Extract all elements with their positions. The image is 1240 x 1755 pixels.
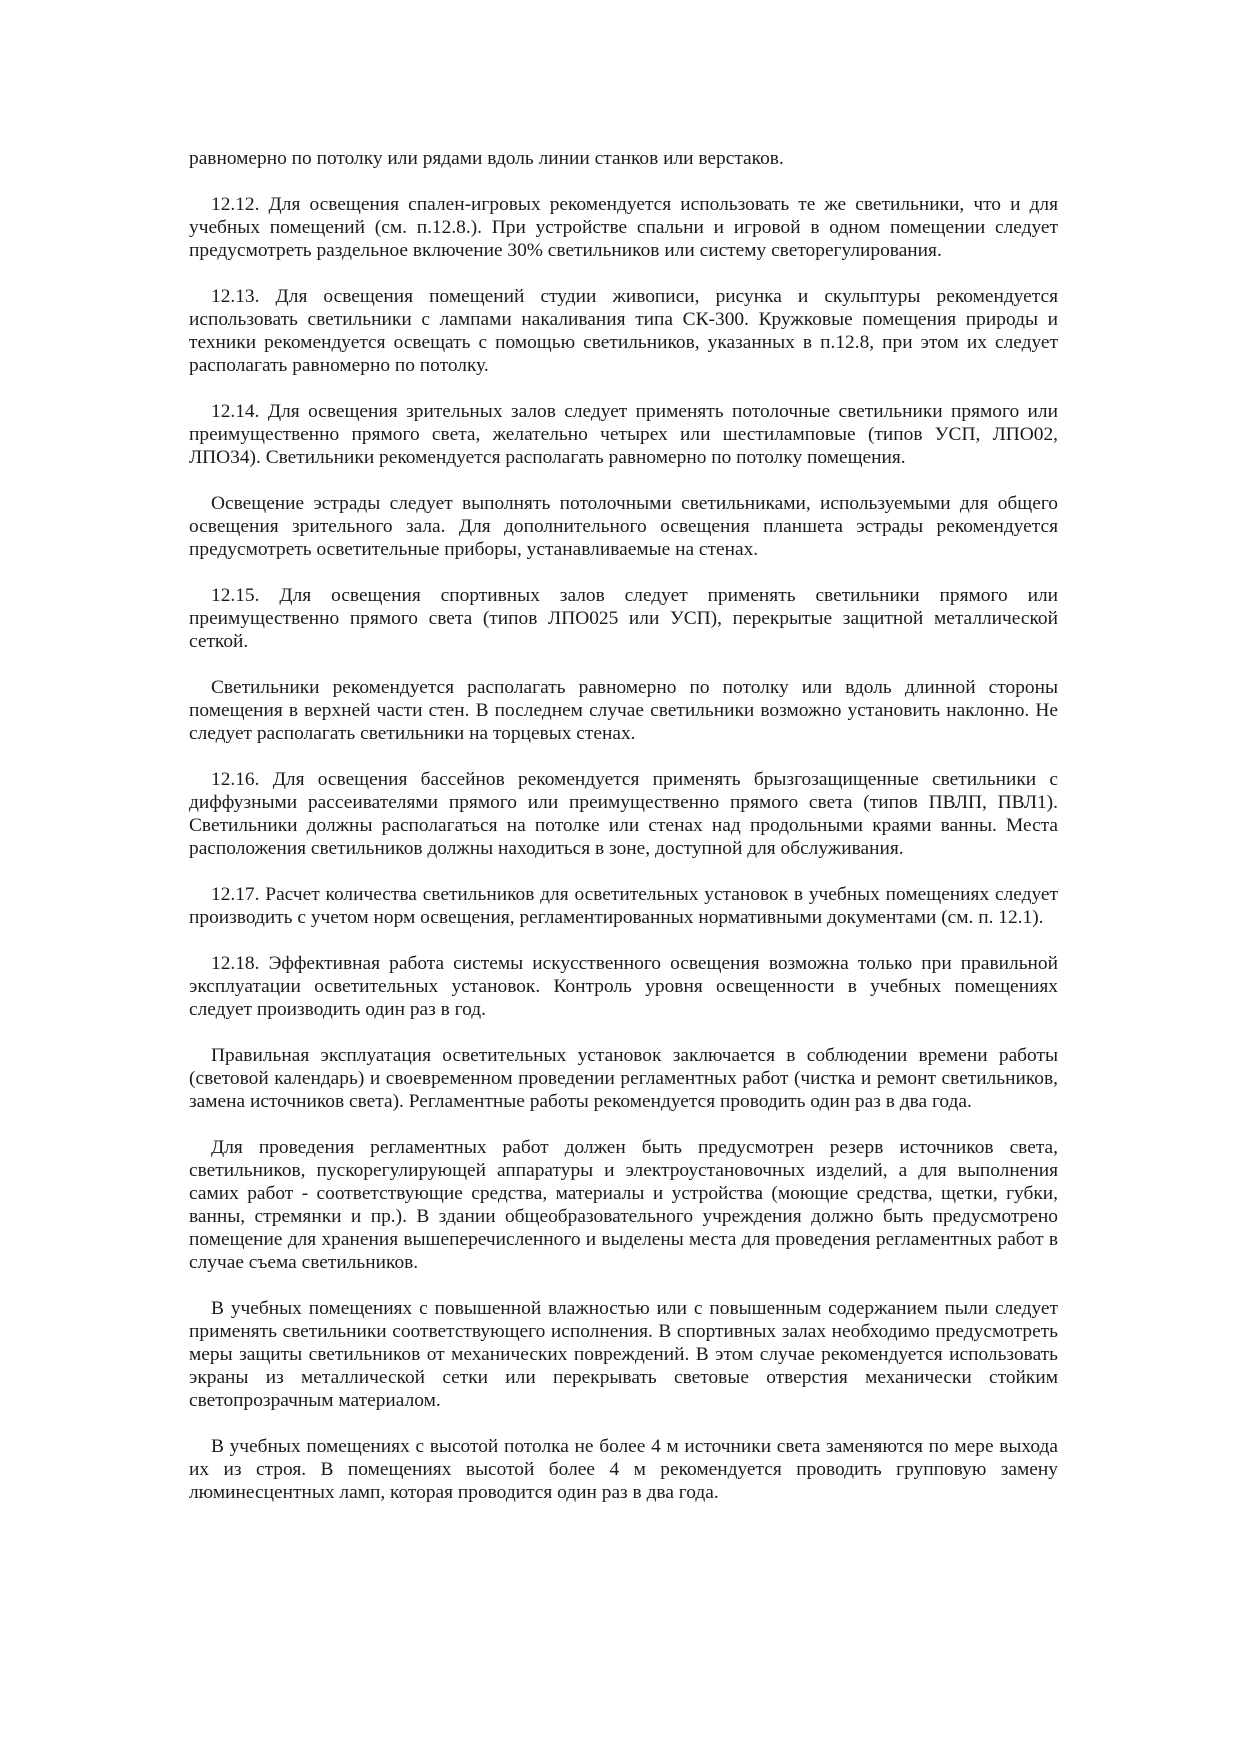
paragraph-12-16: 12.16. Для освещения бассейнов рекомендуется применять брызгозащищенные светильники с диффузными рассеивателями прямого или преимущественно прямого света (типов ПВЛП, ПВЛ1). Светильники должны располагаться на потолке или стенах над продольными краями ванны. Места расположения светильников должны находиться в зоне, доступной для обслуживания.: [189, 769, 1058, 859]
paragraph-12-13: 12.13. Для освещения помещений студии живописи, рисунка и скульптуры рекомендуется использовать светильники с лампами накаливания типа СК-300. Кружковые помещения природы и техники рекомендуется освещать с помощью светильников, указанных в п.12.8, при этом их следует располагать равномерно по потолку.: [189, 286, 1058, 376]
paragraph-maintenance: Правильная эксплуатация осветительных установок заключается в соблюдении времени работы (световой календарь) и своевременном проведении регламентных работ (чистка и ремонт светильников, замена источников света). Регламентные работы рекомендуется проводить один раз в два года.: [189, 1045, 1058, 1112]
paragraph-maintenance-reserve: Для проведения регламентных работ должен быть предусмотрен резерв источников света, светильников, пускорегулирующей аппаратуры и электроустановочных изделий, а для выполнения самих работ - соответствующие средства, материалы и устройства (моющие средства, щетки, губки, ванны, стремянки и пр.). В здании общеобразовательного учреждения должно быть предусмотрено помещение для хранения вышеперечисленного и выделены места для проведения регламентных работ в случае съема светильников.: [189, 1137, 1058, 1273]
paragraph-sports-hall-placement: Светильники рекомендуется располагать равномерно по потолку или вдоль длинной стороны помещения в верхней части стен. В последнем случае светильники возможно установить наклонно. Не следует располагать светильники на торцевых стенах.: [189, 677, 1058, 744]
paragraph-lamp-replacement: В учебных помещениях с высотой потолка не более 4 м источники света заменяются по мере выхода их из строя. В помещениях высотой более 4 м рекомендуется проводить групповую замену люминесцентных ламп, которая проводится один раз в два года.: [189, 1436, 1058, 1503]
paragraph-12-14: 12.14. Для освещения зрительных залов следует применять потолочные светильники прямого или преимущественно прямого света, желательно четырех или шестиламповые (типов УСП, ЛПО02, ЛПО34). Светильники рекомендуется располагать равномерно по потолку помещения.: [189, 401, 1058, 468]
paragraph-12-17: 12.17. Расчет количества светильников для осветительных установок в учебных помещениях следует производить с учетом норм освещения, регламентированных нормативными документами (см. п. 12.1).: [189, 884, 1058, 928]
paragraph-12-12: 12.12. Для освещения спален-игровых рекомендуется использовать те же светильники, что и для учебных помещений (см. п.12.8.). При устройстве спальни и игровой в одном помещении следует предусмотреть раздельное включение 30% светильников или систему светорегулирования.: [189, 194, 1058, 261]
paragraph-continuation: равномерно по потолку или рядами вдоль линии станков или верстаков.: [189, 148, 784, 169]
paragraph-humidity-dust: В учебных помещениях с повышенной влажностью или с повышенным содержанием пыли следует применять светильники соответствующего исполнения. В спортивных залах необходимо предусмотреть меры защиты светильников от механических повреждений. В этом случае рекомендуется использовать экраны из металлической сетки или перекрывать световые отверстия механически стойким светопрозрачным материалом.: [189, 1298, 1058, 1411]
paragraph-stage-lighting: Освещение эстрады следует выполнять потолочными светильниками, используемыми для общего освещения зрительного зала. Для дополнительного освещения планшета эстрады рекомендуется предусмотреть осветительные приборы, устанавливаемые на стенах.: [189, 493, 1058, 560]
document-page: [189, 147, 1058, 1527]
paragraph-12-15: 12.15. Для освещения спортивных залов следует применять светильники прямого или преимущественно прямого света (типов ЛПО025 или УСП), перекрытые защитной металлической сеткой.: [189, 585, 1058, 652]
paragraph-12-18: 12.18. Эффективная работа системы искусственного освещения возможна только при правильной эксплуатации осветительных установок. Контроль уровня освещенности в учебных помещениях следует производить один раз в год.: [189, 953, 1058, 1020]
